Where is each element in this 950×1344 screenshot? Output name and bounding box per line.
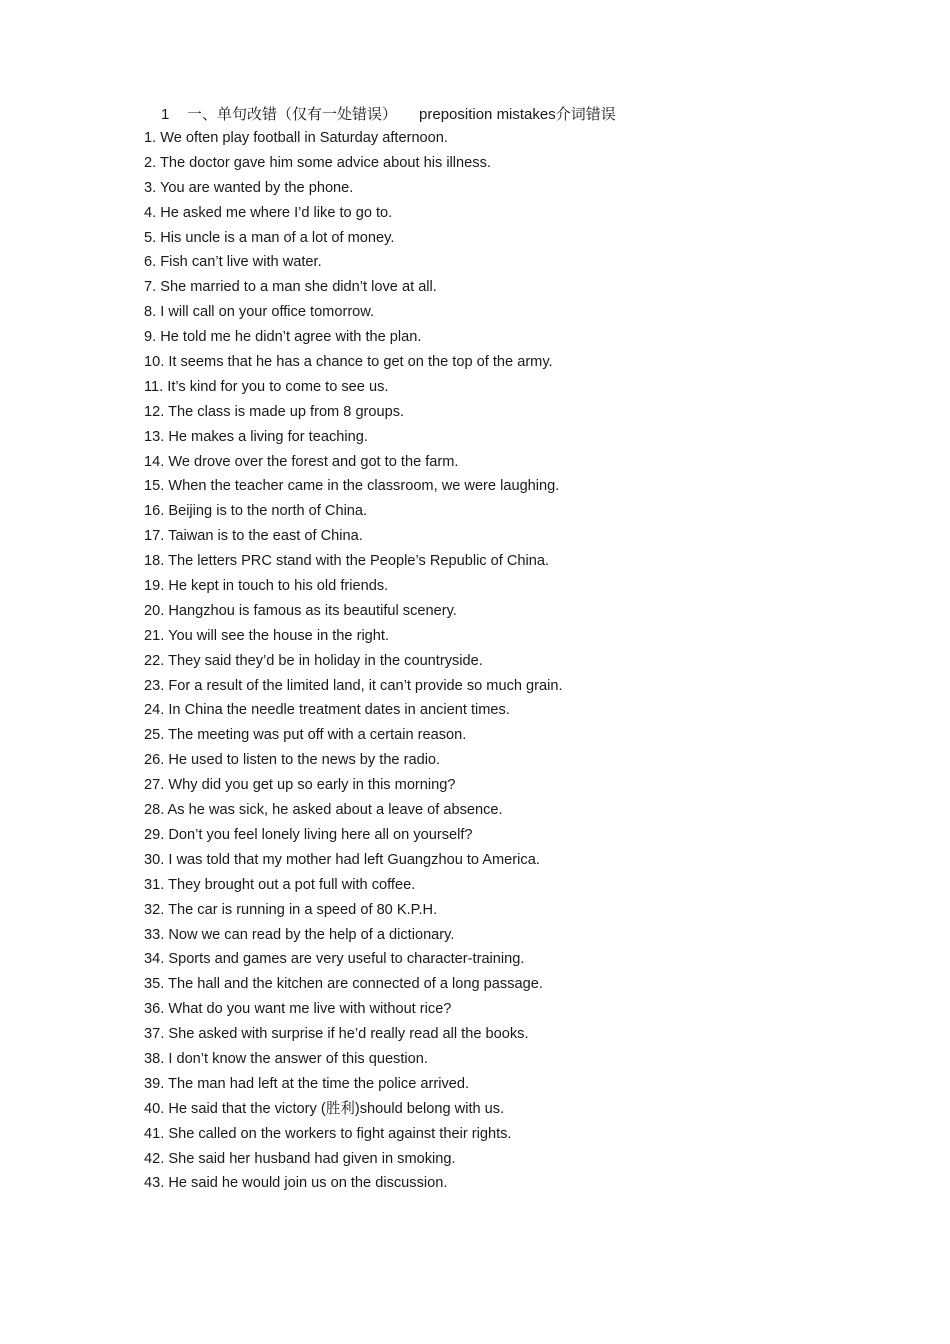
exercise-sentence: 23. For a result of the limited land, it can’t provide so much grain.	[144, 677, 563, 694]
exercise-sentence: 3. You are wanted by the phone.	[144, 179, 354, 196]
exercise-sentence: 35. The hall and the kitchen are connected of a long passage.	[144, 976, 543, 993]
section-heading	[161, 102, 616, 126]
exercise-sentence: 17. Taiwan is to the east of China.	[144, 528, 363, 545]
exercise-sentence: 31. They brought out a pot full with coffee.	[144, 876, 416, 893]
exercise-sentence: 38. I don’t know the answer of this question.	[144, 1050, 428, 1067]
section-title-chinese: 一、单句改错（仅有一处错误）	[187, 105, 398, 123]
exercise-sentence: 8. I will call on your office tomorrow.	[144, 304, 375, 321]
section-title-chinese-suffix: 介词错误	[555, 105, 616, 123]
exercise-sentence: 25. The meeting was put off with a certain reason.	[144, 727, 467, 744]
exercise-sentence: 43. He said he would join us on the discussion.	[144, 1175, 448, 1192]
exercise-sentence: 30. I was told that my mother had left Guangzhou to America.	[144, 851, 540, 868]
exercise-sentence: 34. Sports and games are very useful to character-training.	[144, 951, 525, 968]
section-title-english: preposition mistakes	[419, 106, 556, 123]
exercise-sentence: 24. In China the needle treatment dates in ancient times.	[144, 702, 510, 719]
exercise-sentence: 41. She called on the workers to fight against their rights.	[144, 1125, 512, 1142]
exercise-sentence: 11. It’s kind for you to come to see us.	[144, 378, 389, 395]
exercise-sentence: 15. When the teacher came in the classroom, we were laughing.	[144, 478, 560, 495]
exercise-sentence: 27. Why did you get up so early in this morning?	[144, 777, 456, 794]
exercise-sentence: 33. Now we can read by the help of a dictionary.	[144, 926, 455, 943]
exercise-sentence: 2. The doctor gave him some advice about his illness.	[144, 154, 491, 171]
exercise-sentence: 19. He kept in touch to his old friends.	[144, 578, 389, 595]
exercise-sentence: 5. His uncle is a man of a lot of money.	[144, 229, 395, 246]
exercise-sentence: 13. He makes a living for teaching.	[144, 428, 368, 445]
exercise-sentence: 37. She asked with surprise if he’d really read all the books.	[144, 1026, 529, 1043]
exercise-sentence: 22. They said they’d be in holiday in the countryside.	[144, 652, 483, 669]
exercise-sentence: 28. As he was sick, he asked about a leave of absence.	[144, 802, 503, 819]
exercise-sentence: 10. It seems that he has a chance to get on the top of the army.	[144, 354, 553, 371]
exercise-sentence: 9. He told me he didn’t agree with the plan.	[144, 329, 422, 346]
exercise-sentence: 7. She married to a man she didn’t love at all.	[144, 279, 437, 296]
exercise-sentence: 1. We often play football in Saturday afternoon.	[144, 130, 448, 146]
exercise-sentence: 21. You will see the house in the right.	[144, 627, 390, 644]
exercise-sentence: 26. He used to listen to the news by the radio.	[144, 752, 441, 769]
exercise-sentence: 40. He said that the victory (胜利)should belong with us.	[144, 1100, 505, 1117]
exercise-sentence: 39. The man had left at the time the police arrived.	[144, 1075, 470, 1092]
exercise-sentence: 18. The letters PRC stand with the People’s Republic of China.	[144, 553, 550, 570]
exercise-sentence: 32. The car is running in a speed of 80 K.P.H.	[144, 901, 438, 918]
exercise-sentence: 6. Fish can’t live with water.	[144, 254, 322, 271]
exercise-sentence: 29. Don’t you feel lonely living here all on yourself?	[144, 826, 473, 843]
exercise-sentence: 14. We drove over the forest and got to the farm.	[144, 453, 459, 470]
exercise-sentence: 42. She said her husband had given in smoking.	[144, 1150, 456, 1167]
exercise-sentence: 16. Beijing is to the north of China.	[144, 503, 368, 520]
exercise-sentence: 12. The class is made up from 8 groups.	[144, 403, 405, 420]
exercise-sentence: 20. Hangzhou is famous as its beautiful scenery.	[144, 602, 457, 619]
exercise-sentence: 36. What do you want me live with without rice?	[144, 1001, 452, 1018]
section-number: 1	[161, 106, 170, 123]
exercise-sentence: 4. He asked me where I’d like to go to.	[144, 204, 393, 221]
exercise-list	[144, 126, 563, 1196]
